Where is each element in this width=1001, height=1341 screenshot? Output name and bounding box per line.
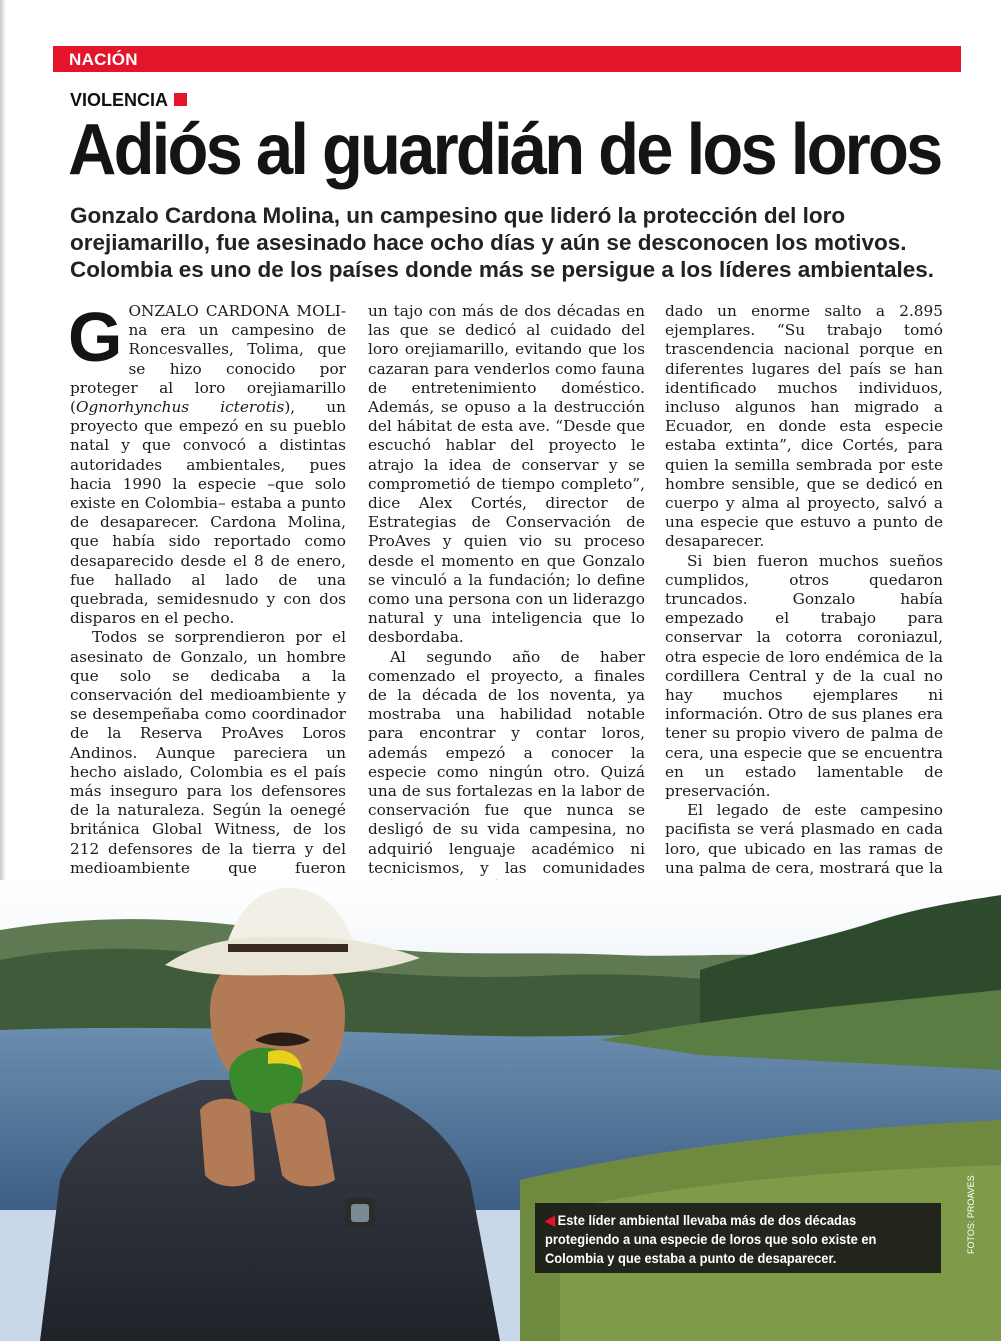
- kicker-square-icon: [174, 93, 187, 106]
- paragraph-9-text: El legado de este campesino pacifista se verá plasmado en cada loro, que ubicado en las ramas de una palma de cera, mostrará que la: [665, 801, 943, 877]
- headline: Adiós al guardián de los loros: [68, 110, 941, 190]
- photo-caption-box: [535, 1203, 941, 1273]
- photo-caption-text: Este líder ambiental llevaba más de dos décadas protegiendo a una especie de loros que solo existe en Colombia y que estaba a punto de desaparecer.: [545, 1212, 877, 1266]
- section-bar: [53, 46, 961, 72]
- species-name: Ognorhynchus icterotis: [75, 398, 285, 417]
- kicker-text: VIOLENCIA: [70, 90, 169, 110]
- paragraph-8: Si bien fueron muchos sueños cumplidos, otros quedaron truncados. Gonzalo había empezado el trabajo para conservar la cotorra coroniazul, otra especie de loro endémica de la cordillera Central y de la cual no hay muchos ejemplares ni información. Otro de sus planes era tener su propio vivero de palma de cera, una especie que se encuentra en un estado lamentable de preservación.: [665, 551, 943, 801]
- deck: Gonzalo Cardona Molina, un campesino que lideró la protección del loro orejiamarillo, fue asesinado hace ocho días y aún se desconocen los motivos. Colombia es uno de los países donde más se persigue a los líderes ambientales.: [70, 203, 935, 282]
- paragraph-2: Todos se sorprendieron por el asesinato de Gonzalo, un hombre que solo se dedicaba a la conservación del medioambiente y se desempeñaba como coordinador de la Reserva ProAves Loros Andinos. Aunque pareciera un hecho aislado, Colombia es el país más inseguro para los defensores de la naturaleza. Según la oenegé británica Global Witness, de los 212 defensores de la tierra y del medioambiente que fueron: [70, 628, 346, 877]
- photo-credit: FOTOS: PROAVES: [966, 1175, 976, 1254]
- paragraph-4: un tajo con más de dos décadas en las que se dedicó al cuidado del loro orejiamarillo, evitando que los cazaran para venderlos como fauna de entretenimiento doméstico. Además, se opuso a la destrucción del hábitat de esta ave. “Desde que escuchó hablar del proyecto le atrajo la idea de conservar y se comprometió de tiempo completo”, dice Alex Cortés, director de Estrategias de Conservación de ProAves y quien vio su proceso desde el momento en que Gonzalo se vinculó a la fundación; lo define como una persona con un liderazgo natural y una inteligencia que lo desbordaba.: [368, 302, 645, 647]
- section-label: NACIÓN: [69, 50, 138, 69]
- paragraph-5: Al segundo año de haber comenzado el proyecto, a finales de la década de los noventa, ya mostraba una habilidad notable para encontrar y contar loros, además empezó a conocer la especie como ningún otro. Quizá una de sus fortalezas en la labor de conservación fue que nunca se desligó de su vida campesina, no adquirió lenguaje académico ni tecnicismos, y las comunidades: [368, 647, 645, 877]
- paragraph-1-rest: ), un proyecto que empezó en su pueblo natal y que convocó a distintas autoridades ambientales, pues hacia 1990 la especie –que solo existe en Colombia– estaba a punto de desaparecer. Cardona Molina, que había sido reportado como desaparecido desde el 8 de enero, fue hallado al lado de una quebrada, semidesnudo y con dos disparos en el pecho.: [70, 398, 346, 628]
- paragraph-1-text: ONZALO CARDONA MOLI-na era un campesino de Roncesvalles, Tolima, que se hizo conocido por proteger al loro orejiamarillo (: [70, 302, 346, 417]
- paragraph-1: [68, 298, 346, 628]
- caption-arrow-icon: ◀: [545, 1212, 555, 1228]
- dropcap: G: [68, 298, 123, 376]
- paragraph-7: dado un enorme salto a 2.895 ejemplares. “Su trabajo tomó trascendencia nacional porque en diferentes lugares del país se han identificado muchos individuos, incluso algunos han migrado a Ecuador, en donde esta especie estaba extinta”, dice Cortés, para quien la semilla sembrada por este hombre sensible, que se dedicó en cuerpo y alma al proyecto, salvó a una especie que estuvo a punto de desaparecer.: [665, 302, 943, 551]
- photo-caption: [545, 1211, 904, 1268]
